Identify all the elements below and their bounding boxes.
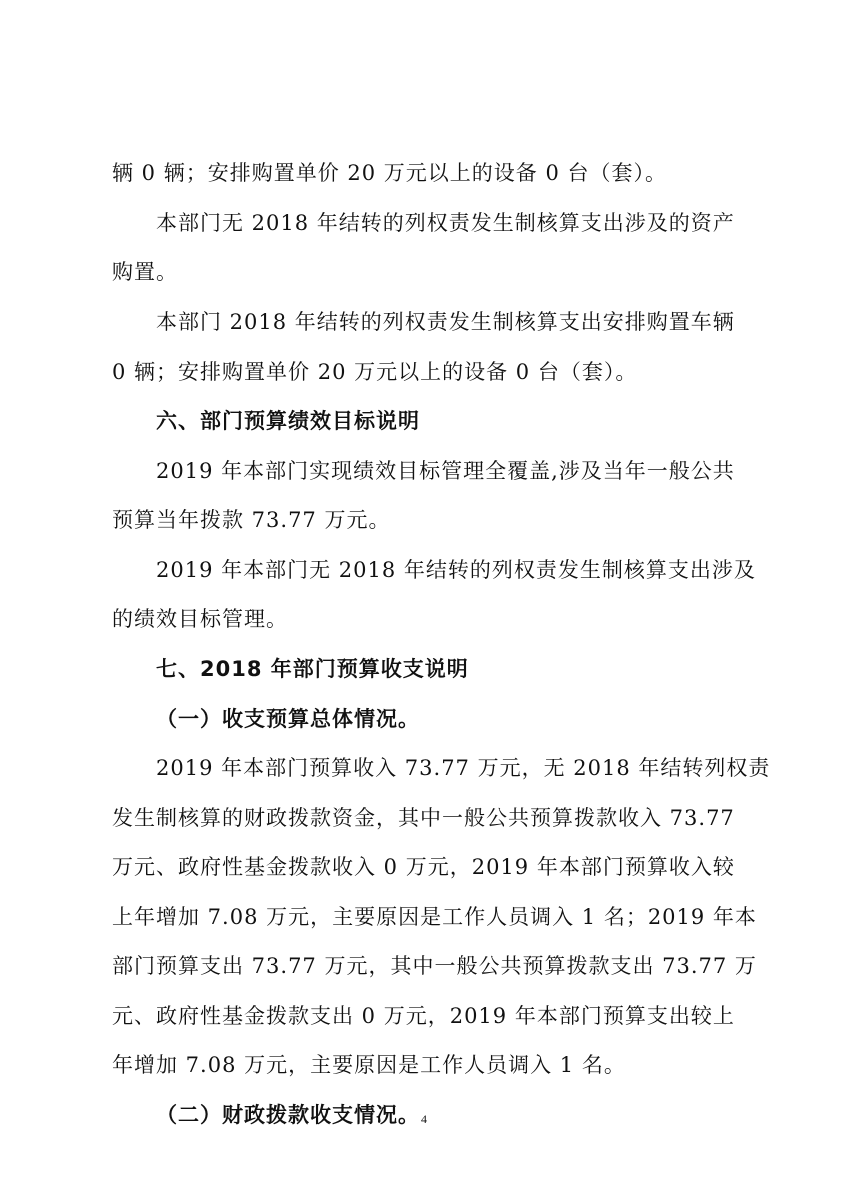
body-line-9: 2019 年本部门无 2018 年结转的列权责发生制核算支出涉及 — [156, 558, 756, 582]
body-line-14: 发生制核算的财政拨款资金，其中一般公共预算拨款收入 73.77 — [112, 806, 735, 830]
subsection-heading-1: （一）收支预算总体情况。 — [156, 707, 420, 731]
section-heading-7: 七、2018 年部门预算收支说明 — [156, 657, 469, 681]
body-line-8: 预算当年拨款 73.77 万元。 — [112, 508, 391, 532]
body-line-3: 购置。 — [112, 260, 178, 284]
body-line-17: 部门预算支出 73.77 万元，其中一般公共预算拨款支出 73.77 万 — [112, 954, 757, 978]
body-line-10: 的绩效目标管理。 — [112, 607, 288, 631]
body-line-5: 0 辆；安排购置单价 20 万元以上的设备 0 台（套）。 — [112, 360, 638, 384]
body-line-1: 辆 0 辆；安排购置单价 20 万元以上的设备 0 台（套）。 — [112, 161, 667, 185]
body-line-18: 元、政府性基金拨款支出 0 万元，2019 年本部门预算支出较上 — [112, 1004, 735, 1028]
body-line-19: 年增加 7.08 万元，主要原因是工作人员调入 1 名。 — [112, 1053, 626, 1077]
subsection-heading-2: （二）财政拨款收支情况。 — [156, 1103, 420, 1127]
page-number: 4 — [421, 1112, 427, 1126]
body-line-2: 本部门无 2018 年结转的列权责发生制核算支出涉及的资产 — [156, 211, 735, 235]
body-line-15: 万元、政府性基金拨款收入 0 万元，2019 年本部门预算收入较 — [112, 855, 735, 879]
section-heading-6: 六、部门预算绩效目标说明 — [156, 409, 420, 433]
body-line-16: 上年增加 7.08 万元，主要原因是工作人员调入 1 名；2019 年本 — [112, 905, 757, 929]
body-line-13: 2019 年本部门预算收入 73.77 万元，无 2018 年结转列权责 — [156, 756, 771, 780]
body-line-4: 本部门 2018 年结转的列权责发生制核算支出安排购置车辆 — [156, 310, 735, 334]
body-line-7: 2019 年本部门实现绩效目标管理全覆盖,涉及当年一般公共 — [156, 459, 735, 483]
